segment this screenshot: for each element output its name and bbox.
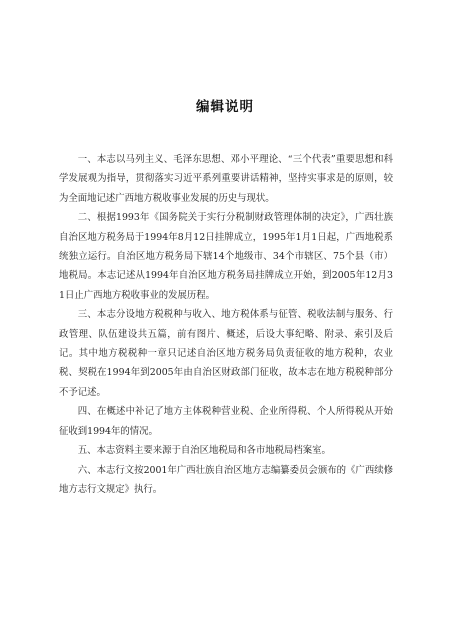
paragraph-5: 五、本志资料主要来源于自治区地税局和各市地税局档案室。 — [77, 445, 331, 457]
page-title: 编辑说明 — [196, 99, 254, 115]
paragraph-2: 二、根据1993年《国务院关于实行分税制财政管理体制的决定》，广西壮族自治区地方税务局于1994年8月12日挂牌成立，1995年1月1日起，广西地税系统独立运行。自治区地方税务局下辖14个地级市、34个市辖区、75个县（市）地税局。本志记述从1994年自治区地方税务局挂牌成立开始，到2005年12月31日止广西地方税收事业的发展历程。 — [59, 212, 393, 301]
paragraph-4: 四、在概述中补记了地方主体税种营业税、企业所得税、个人所得税从开始征收到1994年的情况。 — [59, 406, 393, 437]
paragraph-6: 六、本志行文按2001年广西壮族自治区地方志编纂委员会颁布的《广西续修地方志行文规定》执行。 — [59, 464, 393, 495]
paragraph-3: 三、本志分设地方税税种与收入、地方税体系与征管、税收法制与服务、行政管理、队伍建设共五篇，前有图片、概述，后设大事纪略、附录、索引及后记。其中地方税税种一章只记述自治区地方税务局负责征收的地方税种，农业税、契税在1994年到2005年由自治区财政部门征收，故本志在地方税税种部分不予记述。 — [59, 309, 393, 398]
document-body — [59, 150, 393, 499]
paragraph-1: 一、本志以马列主义、毛泽东思想、邓小平理论、“三个代表”重要思想和科学发展观为指导，贯彻落实习近平系列重要讲话精神，坚持实事求是的原则，较为全面地记述广西地方税收事业发展的历史与现状。 — [59, 154, 393, 204]
